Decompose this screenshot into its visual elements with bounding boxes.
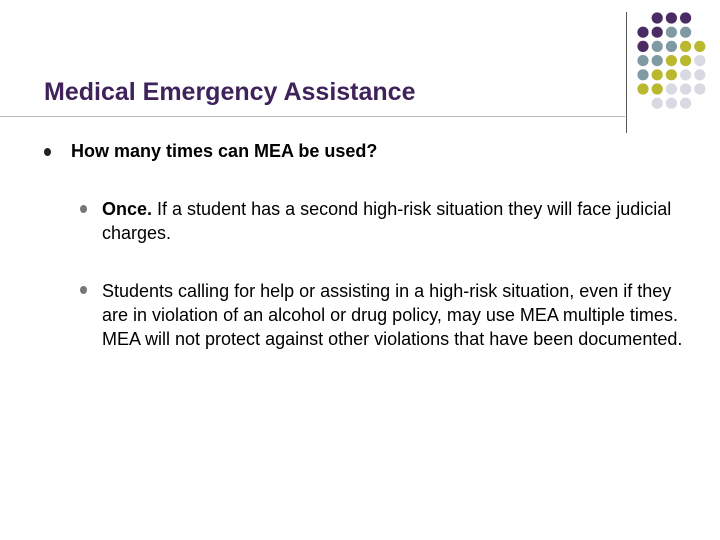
decorative-dot bbox=[694, 69, 705, 80]
decorative-dot bbox=[637, 27, 648, 38]
decorative-dot bbox=[680, 98, 691, 109]
decorative-dot bbox=[666, 55, 677, 66]
slide-title: Medical Emergency Assistance bbox=[44, 78, 416, 106]
decorative-dot-grid bbox=[0, 0, 720, 140]
vertical-rule bbox=[626, 12, 627, 133]
decorative-dot bbox=[680, 12, 691, 23]
decorative-dot bbox=[694, 55, 705, 66]
decorative-dot bbox=[652, 27, 663, 38]
decorative-dot bbox=[680, 83, 691, 94]
decorative-dot bbox=[637, 55, 648, 66]
sub-bullet-lead: Once. bbox=[102, 199, 153, 219]
sub-bullet-text: If a student has a second high-risk situation they will face judicial charges. bbox=[102, 199, 672, 243]
sub-bullet-multiple: Students calling for help or assisting in a high-risk situation, even if they are in violation of an alcohol or drug policy, may use MEA multiple times. MEA will not protect against other violations that have been documented. bbox=[102, 281, 683, 349]
decorative-dot bbox=[637, 41, 648, 52]
decorative-dot bbox=[652, 55, 663, 66]
decorative-dot bbox=[680, 55, 691, 66]
decorative-dot bbox=[652, 41, 663, 52]
decorative-dot bbox=[680, 27, 691, 38]
bullet-dot bbox=[44, 148, 51, 156]
decorative-dot bbox=[680, 41, 691, 52]
decorative-dot bbox=[666, 41, 677, 52]
horizontal-rule bbox=[0, 116, 625, 117]
sub-bullet-once bbox=[102, 197, 687, 245]
decorative-dot bbox=[652, 12, 663, 23]
decorative-dot bbox=[666, 27, 677, 38]
decorative-dot bbox=[637, 69, 648, 80]
decorative-dot bbox=[666, 98, 677, 109]
decorative-dot bbox=[666, 12, 677, 23]
decorative-dot bbox=[694, 83, 705, 94]
decorative-dot bbox=[694, 41, 705, 52]
decorative-dot bbox=[637, 83, 648, 94]
sub-bullet-dot bbox=[80, 286, 87, 294]
decorative-dot bbox=[652, 83, 663, 94]
decorative-dot bbox=[652, 69, 663, 80]
decorative-dot bbox=[680, 69, 691, 80]
bullet-question: How many times can MEA be used? bbox=[71, 141, 378, 161]
sub-bullet-dot bbox=[80, 205, 87, 213]
decorative-dot bbox=[652, 98, 663, 109]
decorative-dot bbox=[666, 69, 677, 80]
decorative-dot bbox=[666, 83, 677, 94]
